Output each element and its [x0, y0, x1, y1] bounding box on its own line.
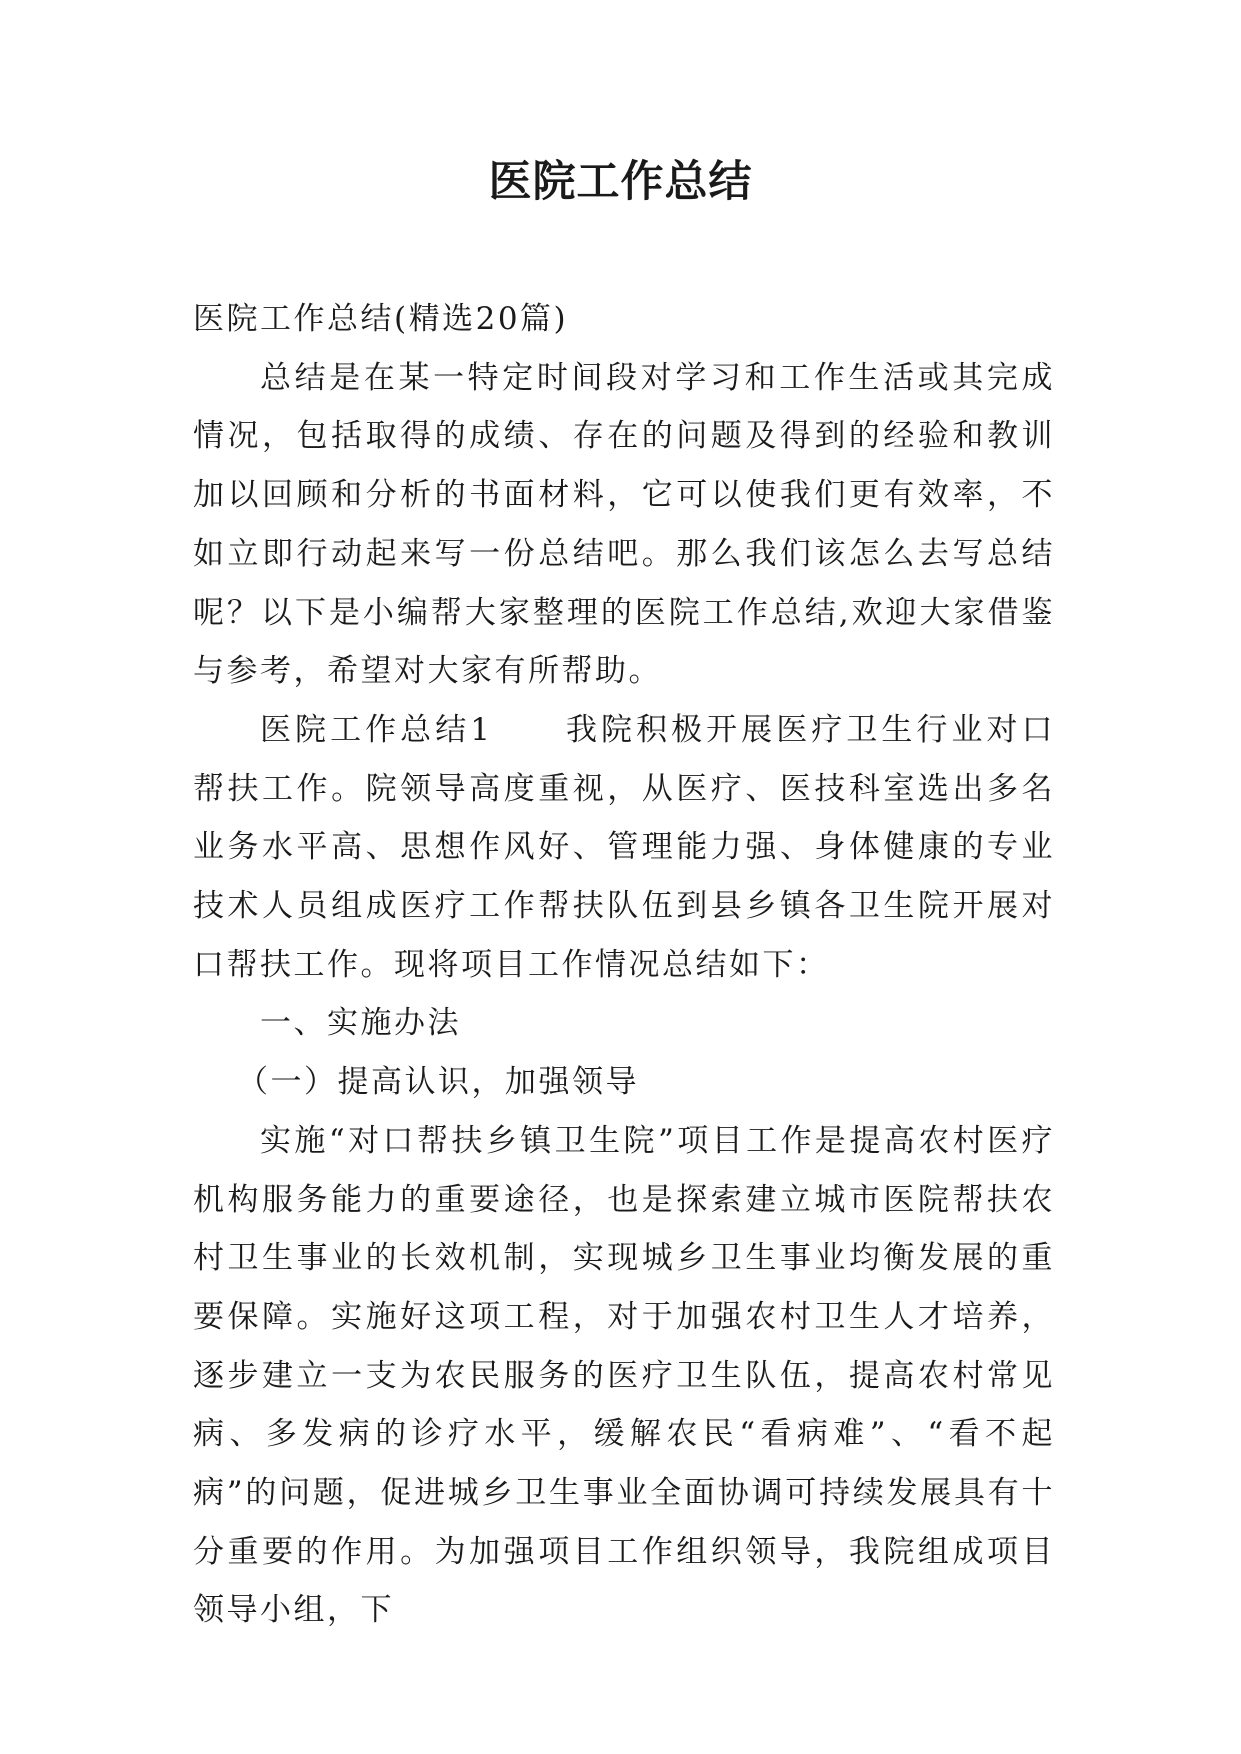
subheading-leadership: （一）提高认识，加强领导 [237, 1064, 639, 1101]
section-1-text: 我院积极开展医疗卫生行业对口帮扶工作。院领导高度重视，从医疗、医技科室选出多名业务水平高、思想作风好、管理能力强、身体健康的专业技术人员组成医疗工作帮扶队伍到县乡镇各卫生院开展对口帮扶工作。现将项目工作情况总结如下： [193, 711, 1055, 983]
heading-implementation: 一、实施办法 [260, 1005, 461, 1042]
body-paragraph: 实施“对口帮扶乡镇卫生院”项目工作是提高农村医疗机构服务能力的重要途径，也是探索建立城市医院帮扶农村卫生事业的长效机制，实现城乡卫生事业均衡发展的重要保障。实施好这项工程，对于加强农村卫生人才培养，逐步建立一支为农民服务的医疗卫生队伍，提高农村常见病、多发病的诊疗水平，缓解农民“看病难”、“看不起病”的问题，促进城乡卫生事业全面协调可持续发展具有十分重要的作用。为加强项目工作组织领导，我院组成项目领导小组，下 [193, 1122, 1055, 1629]
document-body [193, 290, 1055, 1640]
document-subtitle: 医院工作总结(精选20篇) [193, 301, 569, 337]
section-1-heading: 医院工作总结1 [260, 711, 493, 748]
section-1-paragraph [193, 701, 1055, 995]
document-title: 医院工作总结 [488, 157, 753, 207]
intro-paragraph: 总结是在某一特定时间段对学习和工作生活或其完成情况，包括取得的成绩、存在的问题及得到的经验和教训加以回顾和分析的书面材料，它可以使我们更有效率，不如立即行动起来写一份总结吧。那么我们该怎么去写总结呢？以下是小编帮大家整理的医院工作总结,欢迎大家借鉴与参考，希望对大家有所帮助。 [193, 359, 1055, 690]
